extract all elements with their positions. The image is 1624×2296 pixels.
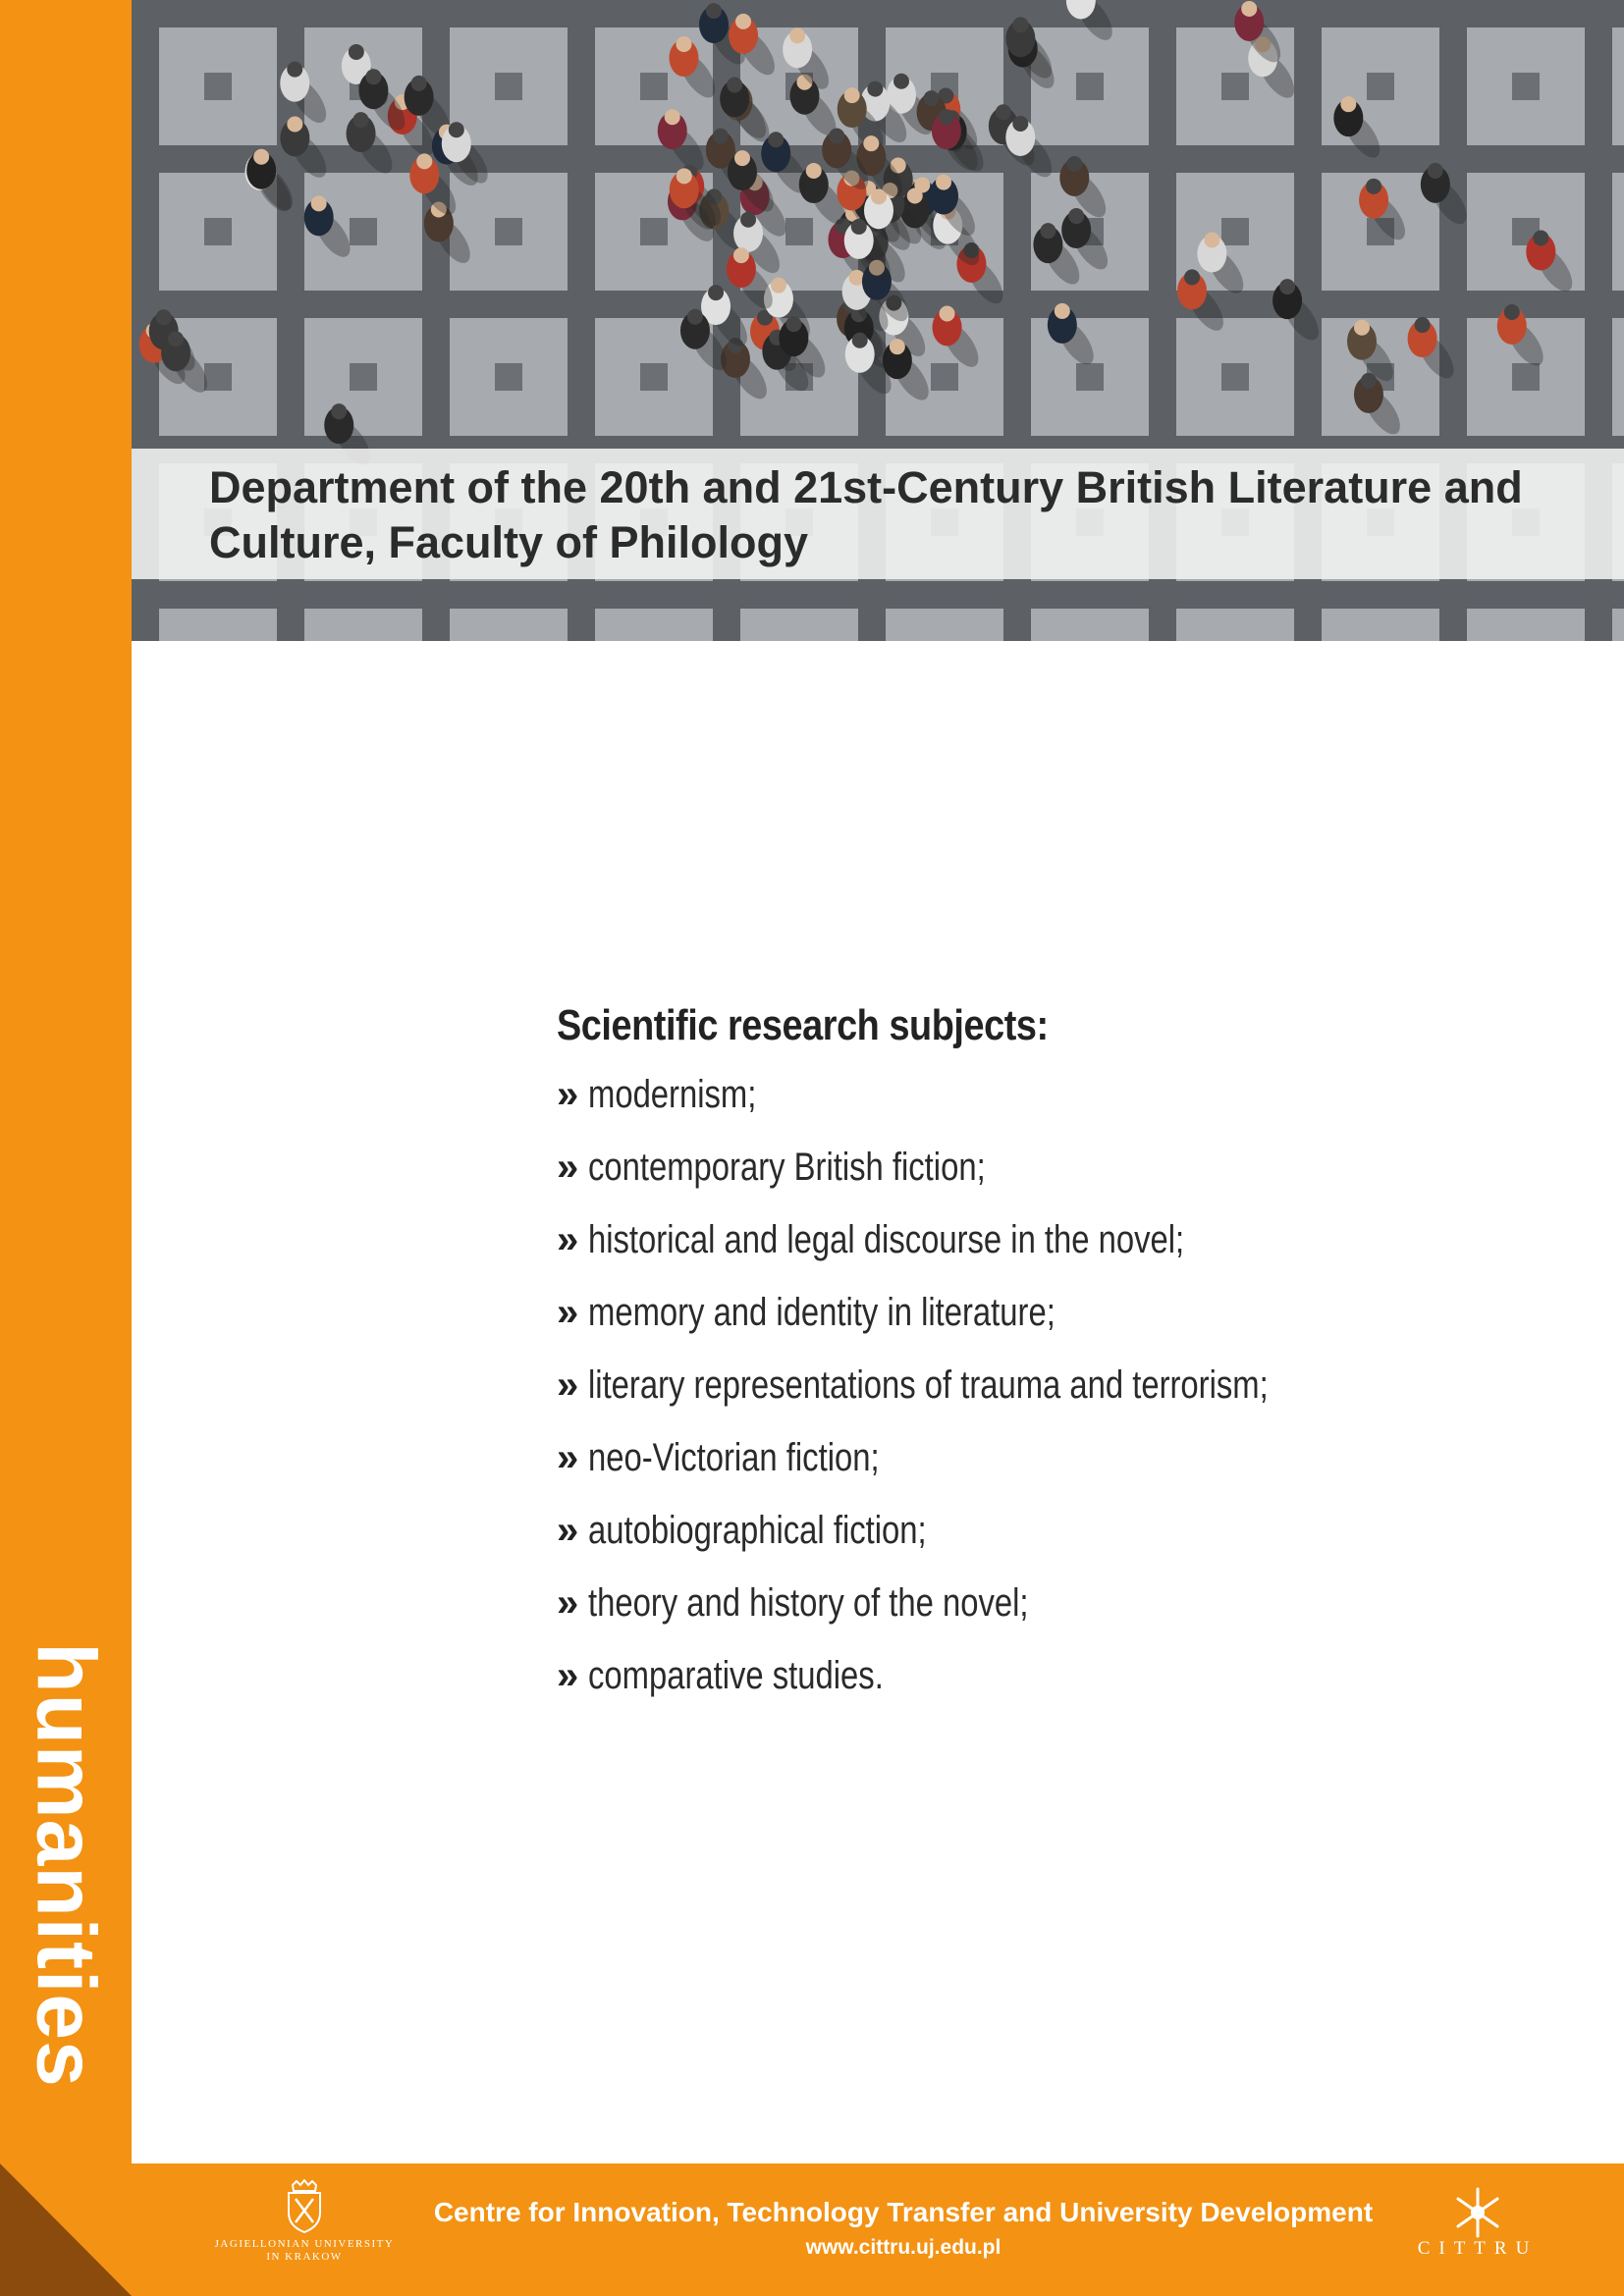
footer — [0, 2163, 1624, 2296]
footer-corner-shape — [0, 2163, 132, 2296]
bullet-icon: » — [557, 1362, 579, 1407]
research-section — [557, 1001, 1539, 1712]
research-item-text: historical and legal discourse in the novel; — [588, 1217, 1185, 1261]
research-item-text: theory and history of the novel; — [588, 1580, 1029, 1625]
research-item-text: autobiographical fiction; — [588, 1508, 927, 1552]
research-item-text: comparative studies. — [588, 1653, 884, 1697]
research-item-text: modernism; — [588, 1072, 757, 1116]
research-list — [557, 1058, 1539, 1712]
bullet-icon: » — [557, 1580, 579, 1625]
bullet-icon: » — [557, 1217, 579, 1261]
centre-name: Centre for Innovation, Technology Transfer and University Development — [433, 2197, 1374, 2227]
bullet-icon: » — [557, 1072, 579, 1116]
research-item — [557, 1276, 1539, 1349]
cittru-star-icon — [1450, 2185, 1505, 2240]
jagiellonian-university-crest-icon — [283, 2179, 326, 2234]
research-item-text: literary representations of trauma and terrorism; — [588, 1362, 1269, 1407]
research-item — [557, 1131, 1539, 1203]
research-item — [557, 1349, 1539, 1421]
title-band — [132, 449, 1624, 579]
research-item-text: neo-Victorian fiction; — [588, 1435, 880, 1479]
centre-url[interactable]: www.cittru.uj.edu.pl — [805, 2236, 1001, 2259]
cittru-logo — [1404, 2185, 1551, 2283]
research-item — [557, 1203, 1539, 1276]
research-item — [557, 1494, 1539, 1567]
jagiellonian-university-logo — [206, 2179, 403, 2287]
research-item — [557, 1567, 1539, 1639]
research-item — [557, 1421, 1539, 1494]
bullet-icon: » — [557, 1145, 579, 1189]
research-item-text: contemporary British fiction; — [588, 1145, 986, 1189]
page-title: Department of the 20th and 21st-Century British Literature and Culture, Faculty of Philology — [209, 462, 1523, 567]
sidebar-label: humanities — [20, 1642, 113, 2088]
bullet-icon: » — [557, 1290, 579, 1334]
research-item — [557, 1639, 1539, 1712]
university-logo-text: JAGIELLONIAN UNIVERSITY IN KRAKOW — [214, 2238, 395, 2263]
bullet-icon: » — [557, 1653, 579, 1697]
header-photo — [132, 0, 1624, 641]
sidebar — [0, 0, 132, 2163]
research-heading: Scientific research subjects: — [557, 1001, 1049, 1049]
bullet-icon: » — [557, 1435, 579, 1479]
bullet-icon: » — [557, 1508, 579, 1552]
cittru-logo-text: CITTRU — [1417, 2238, 1539, 2259]
research-item-text: memory and identity in literature; — [588, 1290, 1056, 1334]
research-item — [557, 1058, 1539, 1131]
